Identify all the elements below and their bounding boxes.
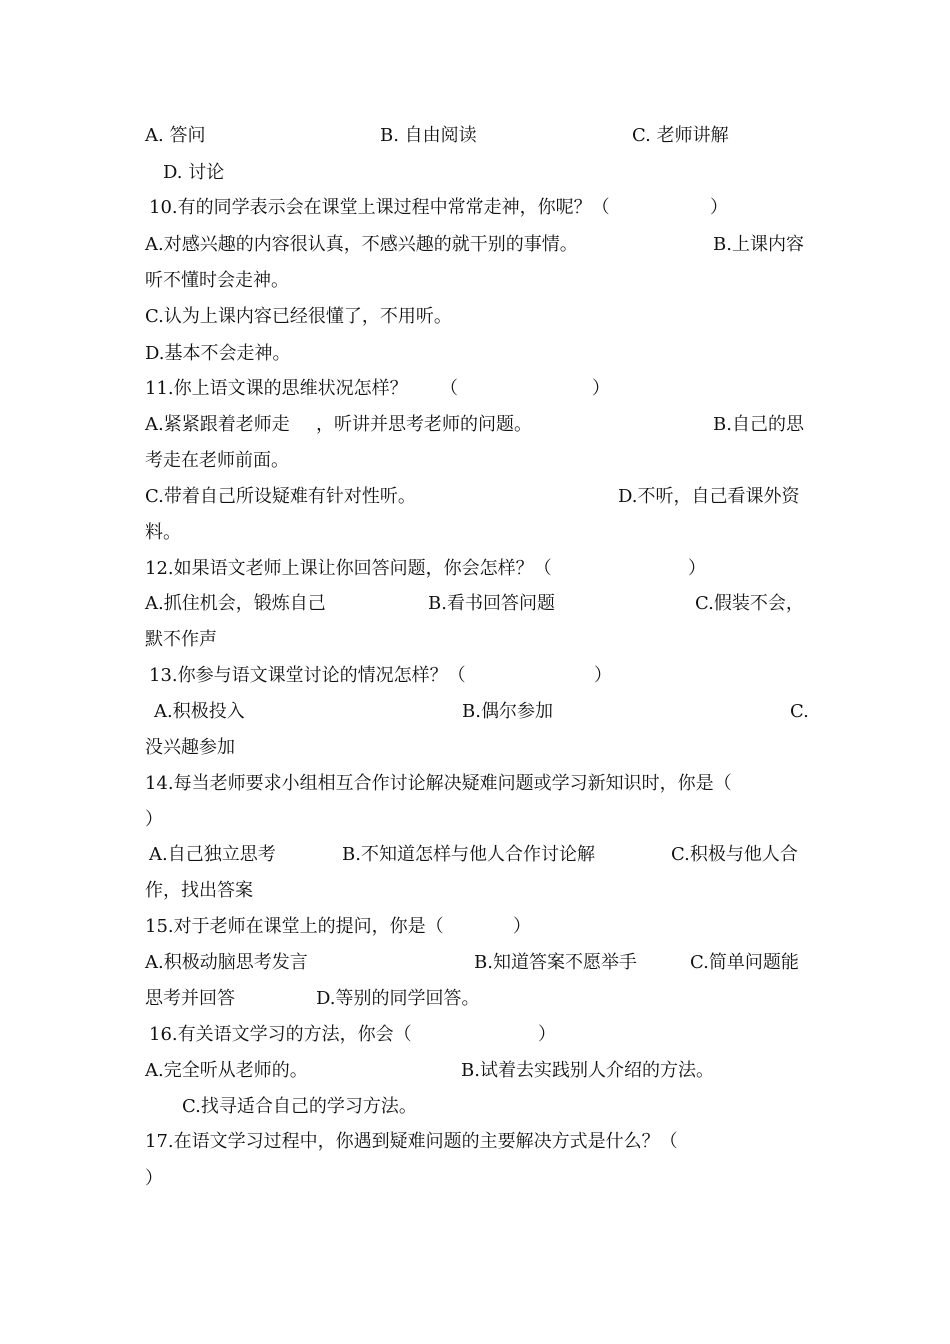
q16-option-c: C.找寻适合自己的学习方法。 [182,1096,417,1117]
q10-paren-close: ） [710,197,728,218]
q13-option-c-cont: 没兴趣参加 [145,737,235,758]
q16-option-a: A.完全听从老师的。 [145,1060,308,1081]
q9-option-b: B. 自由阅读 [380,125,477,146]
q13-option-b: B.偶尔参加 [462,701,553,722]
q14-question: 14.每当老师要求小组相互合作讨论解决疑难问题或学习新知识时，你是（ [145,773,732,794]
q11-option-b: B.自己的思 [713,414,804,435]
q11-option-b-cont: 考走在老师前面。 [145,450,289,471]
q10-option-c: C.认为上课内容已经很懂了，不用听。 [145,306,452,327]
q14-option-c-cont: 作，找出答案 [145,880,253,901]
q10-option-a: A.对感兴趣的内容很认真，不感兴趣的就干别的事情。 [145,234,578,255]
q10-option-b: B.上课内容 [713,234,804,255]
q15-option-a: A.积极动脑思考发言 [145,952,308,973]
q12-option-c-cont: 默不作声 [145,629,217,650]
q13-paren-close: ） [594,665,612,686]
q12-paren-close: ） [688,558,706,579]
q15-option-d: D.等别的同学回答。 [316,988,480,1009]
q13-option-a: A.积极投入 [154,701,245,722]
q11-option-d: D.不听，自己看课外资 [618,486,800,507]
q11-option-c: C.带着自己所设疑难有针对性听。 [145,486,416,507]
q12-option-a: A.抓住机会，锻炼自己 [145,593,326,614]
q12-question: 12.如果语文老师上课让你回答问题，你会怎样？（ [145,558,552,579]
q17-question: 17.在语文学习过程中，你遇到疑难问题的主要解决方式是什么？（ [145,1131,678,1152]
q12-option-c: C.假装不会， [695,593,804,614]
q17-paren-close: ） [145,1168,163,1189]
q11-option-d-cont: 料。 [145,522,181,543]
q10-option-b-cont: 听不懂时会走神。 [145,270,289,291]
q15-paren-close: ） [513,916,531,937]
q13-question: 13.你参与语文课堂讨论的情况怎样？（ [149,665,466,686]
q12-option-b: B.看书回答问题 [428,593,555,614]
q11-option-a: A.紧紧跟着老师走 [145,414,290,435]
q16-option-b: B.试着去实践别人介绍的方法。 [461,1060,714,1081]
q14-option-b: B.不知道怎样与他人合作讨论解 [342,844,595,865]
q16-paren-close: ） [538,1024,556,1045]
q10-question: 10.有的同学表示会在课堂上课过程中常常走神，你呢？（ [149,197,610,218]
q11-paren-close: ） [592,378,610,399]
q15-option-c: C.简单问题能 [690,952,799,973]
q15-question: 15.对于老师在课堂上的提问，你是（ [145,916,444,937]
q14-option-c: C.积极与他人合 [671,844,798,865]
q9-option-c: C. 老师讲解 [632,125,729,146]
q9-option-d: D. 讨论 [163,162,225,183]
q9-option-a: A. 答问 [145,125,206,146]
q15-option-c-cont: 思考并回答 [145,988,235,1009]
q13-option-c: C. [790,701,809,722]
q11-question: 11.你上语文课的思维状况怎样？ [145,378,408,399]
q16-question: 16.有关语文学习的方法，你会（ [149,1024,412,1045]
q11-paren-open: （ [440,378,458,399]
q11-option-a-cont: ，听讲并思考老师的问题。 [316,414,532,435]
q14-option-a: A.自己独立思考 [149,844,276,865]
q15-option-b: B.知道答案不愿举手 [474,952,637,973]
q10-option-d: D.基本不会走神。 [145,343,291,364]
q14-paren-close: ） [145,809,163,830]
